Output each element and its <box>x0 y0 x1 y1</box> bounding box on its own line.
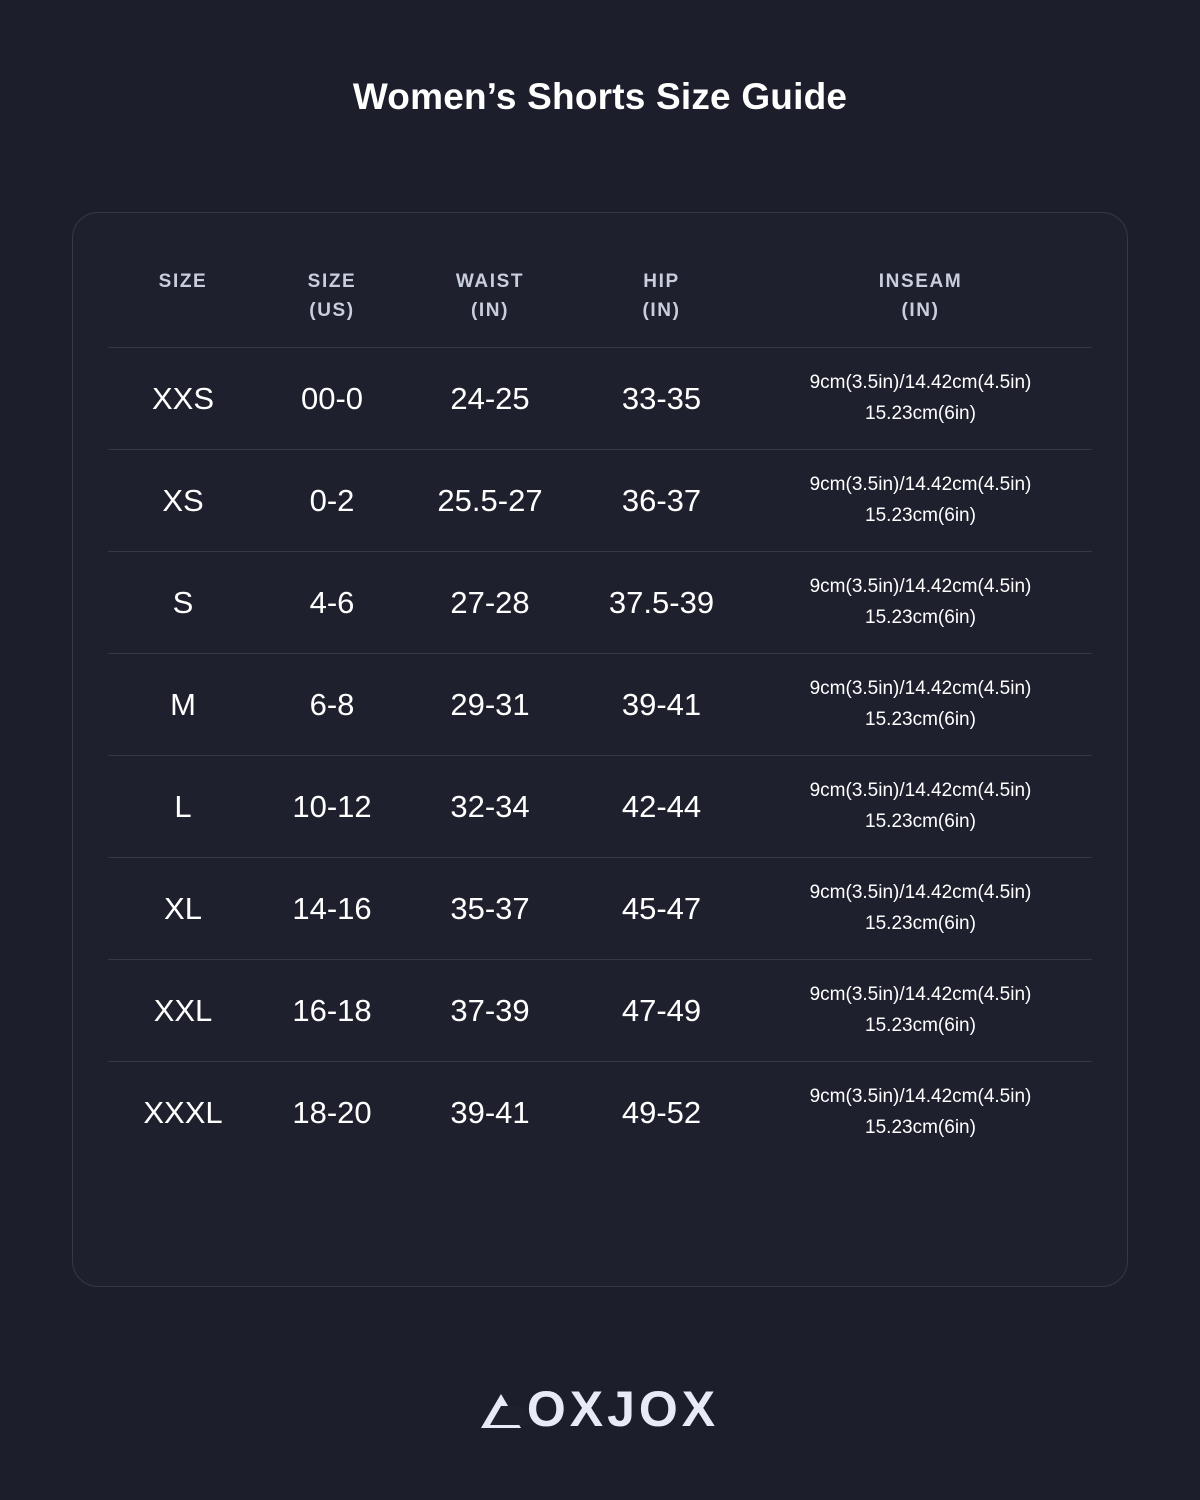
column-header-size-label: SIZE <box>158 271 208 292</box>
cell-size-us: 4-6 <box>309 584 355 620</box>
column-header-inseam-sub: (IN) <box>901 299 940 321</box>
cell-inseam-line1: 9cm(3.5in)/14.42cm(4.5in) <box>809 780 1032 802</box>
cell-inseam-line1: 9cm(3.5in)/14.42cm(4.5in) <box>809 372 1032 394</box>
cell-size-us: 10-12 <box>292 788 372 824</box>
cell-waist: 39-41 <box>450 1094 530 1130</box>
cell-inseam-line1: 9cm(3.5in)/14.42cm(4.5in) <box>809 474 1032 496</box>
cell-hip: 49-52 <box>621 1094 702 1130</box>
cell-inseam-line2: 15.23cm(6in) <box>865 504 976 526</box>
table-row <box>108 654 1092 756</box>
column-header-hip <box>574 268 749 348</box>
cell-inseam <box>749 348 1092 450</box>
column-header-waist-sub: (IN) <box>470 299 510 321</box>
cell-size: L <box>174 788 192 824</box>
cell-hip: 42-44 <box>621 788 702 824</box>
cell-size: S <box>172 584 194 620</box>
cell-inseam <box>749 654 1092 756</box>
column-header-size-us-sub: (US) <box>309 299 355 321</box>
cell-size: XL <box>164 890 202 926</box>
cell-waist: 25.5-27 <box>437 482 543 518</box>
size-chart-table <box>108 268 1092 1164</box>
table-row <box>108 858 1092 960</box>
cell-hip: 36-37 <box>621 482 702 518</box>
cell-waist: 37-39 <box>450 992 530 1028</box>
cell-waist: 32-34 <box>450 788 530 824</box>
cell-waist: 27-28 <box>450 584 530 620</box>
column-header-inseam-label: INSEAM <box>878 271 963 292</box>
cell-inseam-line1: 9cm(3.5in)/14.42cm(4.5in) <box>809 678 1032 700</box>
table-row <box>108 552 1092 654</box>
table-body <box>108 348 1092 1164</box>
table-header-row <box>108 268 1092 348</box>
table-row <box>108 960 1092 1062</box>
column-header-size-us <box>258 268 406 348</box>
table-row <box>108 1062 1092 1164</box>
cell-waist: 24-25 <box>450 380 530 416</box>
cell-size: XXXL <box>143 1094 223 1130</box>
cell-size: M <box>170 686 196 722</box>
column-header-inseam <box>749 268 1092 348</box>
table-row <box>108 756 1092 858</box>
cell-hip: 37.5-39 <box>608 584 715 620</box>
table-row <box>108 348 1092 450</box>
cell-size-us: 6-8 <box>309 686 355 722</box>
cell-inseam-line1: 9cm(3.5in)/14.42cm(4.5in) <box>809 882 1032 904</box>
table-row <box>108 450 1092 552</box>
cell-size-us: 0-2 <box>309 482 355 518</box>
cell-hip: 33-35 <box>621 380 702 416</box>
column-header-hip-sub: (IN) <box>642 299 681 321</box>
brand-name: OXJOX <box>526 1381 720 1437</box>
cell-inseam <box>749 552 1092 654</box>
cell-inseam-line2: 15.23cm(6in) <box>865 1116 976 1138</box>
cell-inseam <box>749 1062 1092 1164</box>
cell-inseam-line1: 9cm(3.5in)/14.42cm(4.5in) <box>809 576 1032 598</box>
table-header <box>108 268 1092 348</box>
column-header-size-us-label: SIZE <box>307 271 357 292</box>
cell-waist: 35-37 <box>450 890 530 926</box>
cell-inseam <box>749 858 1092 960</box>
cell-inseam-line2: 15.23cm(6in) <box>865 402 976 424</box>
cell-inseam-line1: 9cm(3.5in)/14.42cm(4.5in) <box>809 984 1032 1006</box>
cell-size: XXS <box>151 380 215 416</box>
column-header-waist <box>406 268 574 348</box>
cell-inseam <box>749 756 1092 858</box>
column-header-size <box>108 268 258 348</box>
cell-hip: 39-41 <box>621 686 702 722</box>
cell-size: XS <box>162 482 204 518</box>
cell-inseam-line2: 15.23cm(6in) <box>865 1014 976 1036</box>
cell-size-us: 18-20 <box>292 1094 372 1130</box>
cell-size-us: 16-18 <box>292 992 372 1028</box>
cell-size: XXL <box>153 992 213 1028</box>
cell-inseam-line2: 15.23cm(6in) <box>865 606 976 628</box>
cell-inseam-line2: 15.23cm(6in) <box>865 810 976 832</box>
brand-logo <box>0 1380 1200 1438</box>
page-title: Women’s Shorts Size Guide <box>352 76 848 117</box>
cell-size-us: 14-16 <box>292 890 372 926</box>
cell-size-us: 00-0 <box>300 380 364 416</box>
cell-inseam <box>749 450 1092 552</box>
cell-inseam-line2: 15.23cm(6in) <box>865 708 976 730</box>
column-header-waist-label: WAIST <box>455 271 525 292</box>
column-header-hip-label: HIP <box>643 271 680 292</box>
cell-inseam-line1: 9cm(3.5in)/14.42cm(4.5in) <box>809 1086 1032 1108</box>
triangle-logo-icon <box>481 1394 521 1428</box>
cell-waist: 29-31 <box>450 686 530 722</box>
cell-inseam-line2: 15.23cm(6in) <box>865 912 976 934</box>
cell-hip: 45-47 <box>621 890 702 926</box>
cell-hip: 47-49 <box>621 992 702 1028</box>
cell-inseam <box>749 960 1092 1062</box>
